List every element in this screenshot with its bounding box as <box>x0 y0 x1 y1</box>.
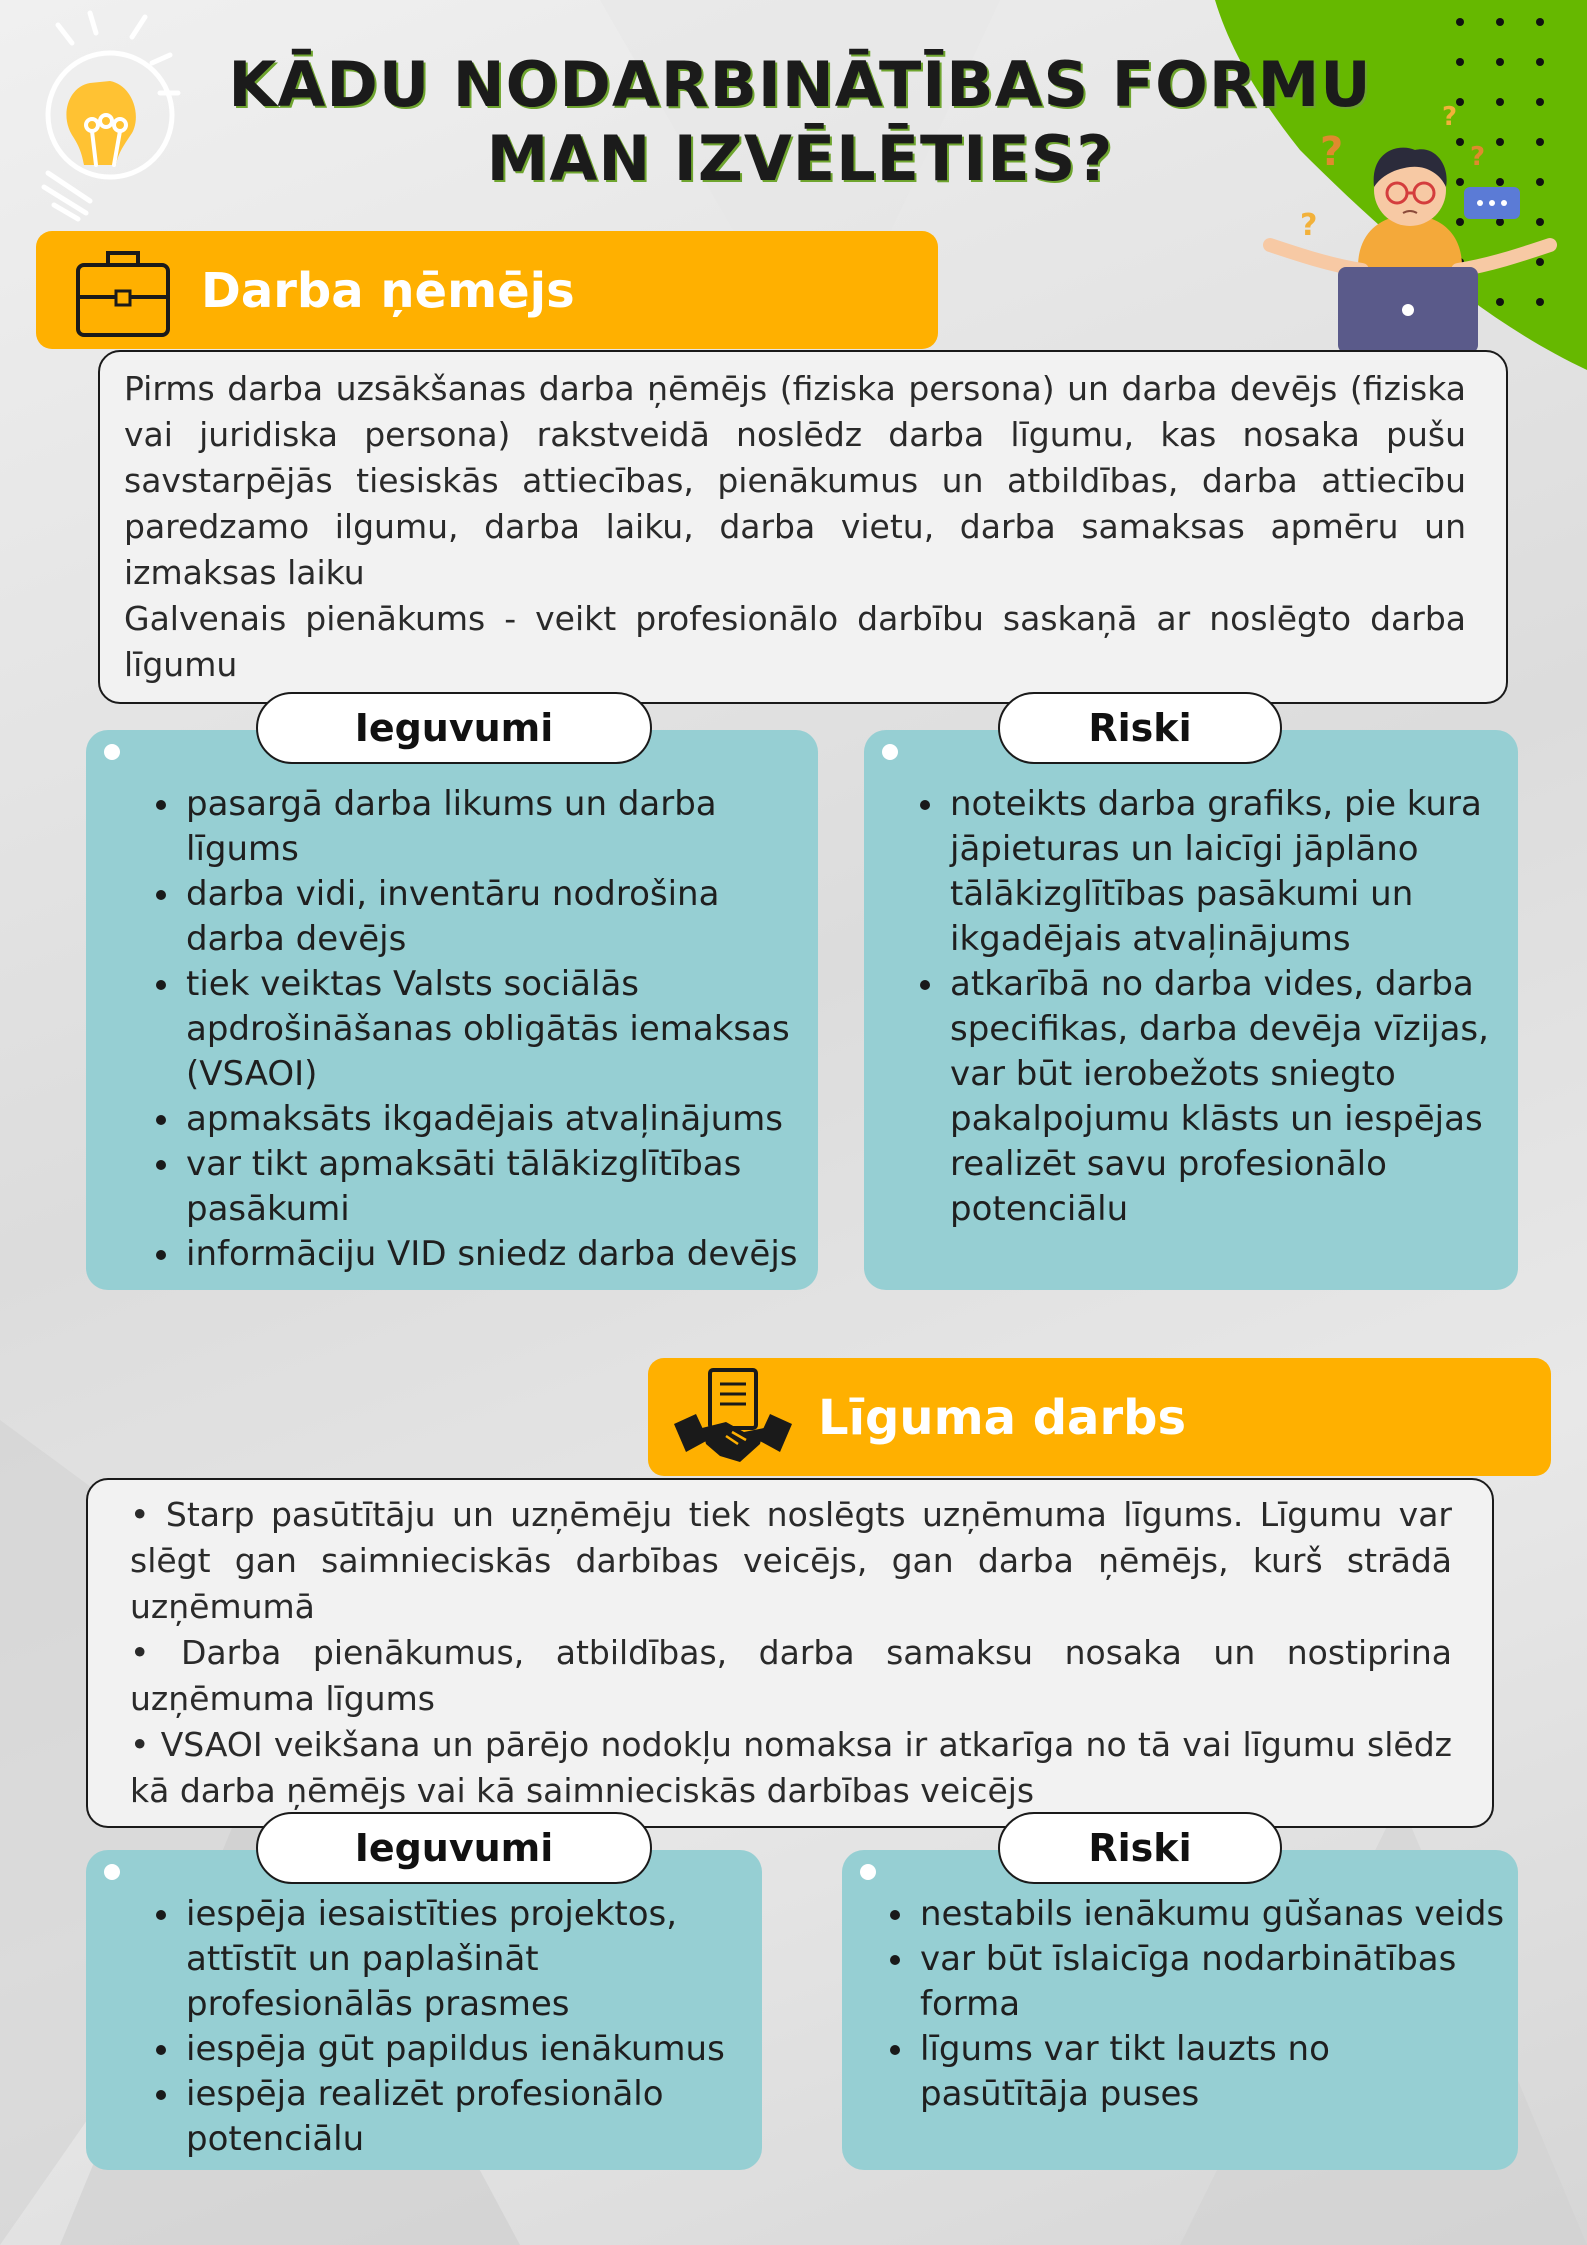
risks-label: Riski <box>998 692 1282 764</box>
list-item: iespēja iesaistīties projektos, attīstīt un paplašināt profesionālās prasmes <box>156 1892 752 2027</box>
description-paragraph: • Starp pasūtītāju un uzņēmēju tiek noslēgts uzņēmuma līgums. Līgumu var slēgt gan saimnieciskās darbības veicējs, gan darba ņēmējs, kurš strādā uzņēmumā <box>130 1495 1452 1626</box>
list-item: noteikts darba grafiks, pie kura jāpieturas un laicīgi jāplāno tālākizglītības pasākumi un ikgadējais atvaļinājums <box>920 782 1508 962</box>
benefits-list <box>156 1892 752 2162</box>
risks-list <box>920 782 1508 1232</box>
description-paragraph: • Darba pienākumus, atbildības, darba samaksu nosaka un nostiprina uzņēmuma līgums <box>130 1633 1452 1718</box>
benefits-card <box>86 1850 762 2170</box>
risks-card <box>864 730 1518 1290</box>
list-item: nestabils ienākumu gūšanas veids <box>890 1892 1508 1937</box>
risks-list <box>890 1892 1508 2117</box>
list-item: pasargā darba likums un darba līgums <box>156 782 808 872</box>
list-item: var būt īslaicīga nodarbinātības forma <box>890 1937 1508 2027</box>
list-item: atkarībā no darba vides, darba specifikas, darba devēja vīzijas, var būt ierobežots sniegto pakalpojumu klāsts un iespējas realizēt savu profesionālo potenciālu <box>920 962 1508 1232</box>
description-paragraph: Galvenais pienākums - veikt profesionālo darbību saskaņā ar noslēgto darba līgumu <box>124 599 1466 684</box>
section-description <box>86 1478 1494 1828</box>
contract-handshake-icon <box>668 1366 798 1474</box>
list-item: iespēja gūt papildus ienākumus <box>156 2027 752 2072</box>
benefits-card <box>86 730 818 1290</box>
benefits-list <box>156 782 808 1277</box>
page-title <box>190 48 1410 196</box>
svg-text:?: ? <box>1320 129 1344 175</box>
svg-text:?: ? <box>1442 102 1458 132</box>
list-item: tiek veiktas Valsts sociālās apdrošināšanas obligātās iemaksas (VSAOI) <box>156 962 808 1097</box>
lightbulb-icon <box>20 5 190 225</box>
decor-dot <box>882 744 898 760</box>
section-description <box>98 350 1508 704</box>
title-line-2: MAN IZVĒLĒTIES? <box>486 122 1114 195</box>
list-item: informāciju VID sniedz darba devējs <box>156 1232 808 1277</box>
section-banner-contract-work <box>648 1358 1551 1476</box>
briefcase-icon <box>56 241 191 341</box>
svg-text:?: ? <box>1470 142 1486 172</box>
risks-label: Riski <box>998 1812 1282 1884</box>
section-heading: Līguma darbs <box>818 1390 1187 1446</box>
section-heading: Darba ņēmējs <box>201 263 575 319</box>
decor-dot <box>860 1864 876 1880</box>
decor-dot <box>104 744 120 760</box>
decor-dot <box>104 1864 120 1880</box>
list-item: darba vidi, inventāru nodrošina darba devējs <box>156 872 808 962</box>
benefits-label: Ieguvumi <box>256 1812 652 1884</box>
list-item: apmaksāts ikgadējais atvaļinājums <box>156 1097 808 1142</box>
list-item: iespēja realizēt profesionālo potenciālu <box>156 2072 752 2162</box>
section-banner-employee <box>36 231 938 349</box>
benefits-label: Ieguvumi <box>256 692 652 764</box>
svg-text:?: ? <box>1300 208 1318 243</box>
description-paragraph: Pirms darba uzsākšanas darba ņēmējs (fiziska persona) un darba devējs (fiziska vai juridiska persona) rakstveidā noslēdz darba līgumu, kas nosaka pušu savstarpējās tiesiskās attiecības, pienākumus un atbildības, darba attiecību paredzamo ilgumu, darba laiku, darba vietu, darba samaksas apmēru un izmaksas laiku <box>124 369 1466 592</box>
list-item: līgums var tikt lauzts no pasūtītāja puses <box>890 2027 1508 2117</box>
list-item: var tikt apmaksāti tālākizglītības pasākumi <box>156 1142 808 1232</box>
title-line-1: KĀDU NODARBINĀTĪBAS FORMU <box>228 48 1372 121</box>
risks-card <box>842 1850 1518 2170</box>
description-paragraph: • VSAOI veikšana un pārējo nodokļu nomaksa ir atkarīga no tā vai līgumu slēdz kā darba ņēmējs vai kā saimnieciskās darbības veicējs <box>130 1725 1452 1810</box>
